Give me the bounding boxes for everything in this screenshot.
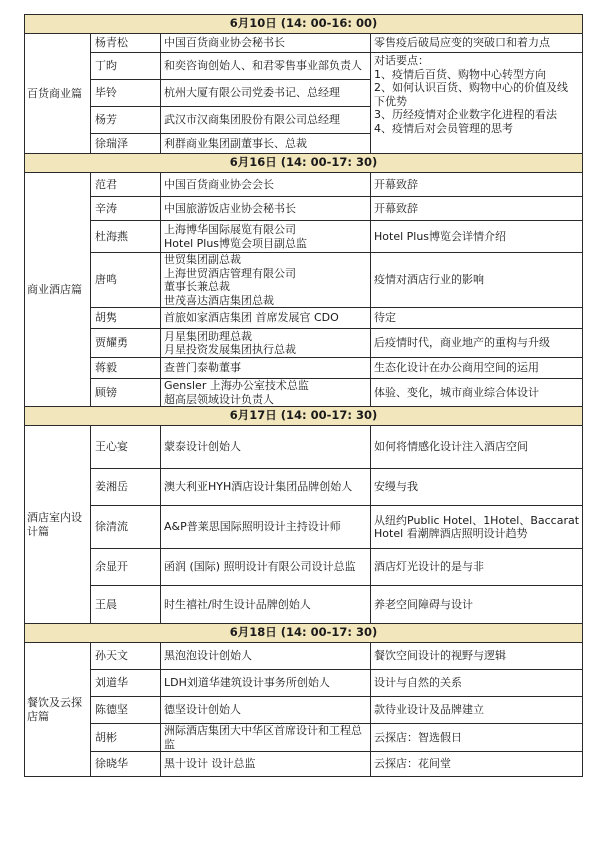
speaker-row	[25, 358, 583, 379]
speech-topic	[371, 253, 583, 308]
text-line: 云探店：花间堂	[374, 757, 451, 771]
section-title: 酒店室内设计篇	[25, 426, 91, 624]
speech-topic	[371, 173, 583, 197]
text-line: 疫情对酒店行业的影响	[374, 273, 484, 287]
speech-topic	[371, 724, 583, 752]
text-line: 4、疫情后对会员管理的思考	[374, 121, 513, 135]
text-line: 后疫情时代，商业地产的重构与升级	[374, 336, 550, 350]
speaker-title	[161, 308, 371, 329]
speaker-name: 王晨	[91, 586, 161, 624]
speaker-name: 徐晓华	[91, 752, 161, 777]
speech-topic	[371, 197, 583, 221]
speech-topic	[371, 308, 583, 329]
speaker-row	[25, 221, 583, 253]
speech-topic	[371, 752, 583, 777]
speaker-title	[161, 469, 371, 506]
text-line: 中国百货商业协会会长	[164, 177, 274, 191]
speaker-name: 唐鸣	[91, 253, 161, 308]
speaker-name: 杜海燕	[91, 221, 161, 253]
text-line: 蒙泰设计创始人	[164, 440, 241, 454]
speaker-row	[25, 379, 583, 407]
speaker-name: 徐瑞泽	[91, 134, 161, 154]
speaker-row	[25, 197, 583, 221]
speaker-title	[161, 426, 371, 469]
speaker-name: 丁昀	[91, 53, 161, 80]
speaker-title	[161, 53, 371, 80]
speaker-title	[161, 670, 371, 697]
text-line: 1、疫情后百货、购物中心转型方向	[374, 67, 546, 81]
text-line: 3、历经疫情对企业数字化进程的看法	[374, 108, 557, 121]
text-line: 下优势	[374, 94, 407, 108]
text-line: 云探店：智选假日	[374, 730, 462, 744]
speech-topic	[371, 643, 583, 670]
day-header: 6月10日 (14: 00-16: 00)	[25, 15, 583, 34]
text-line: Hotel 看潮牌酒店照明设计趋势	[374, 527, 528, 540]
speaker-name: 胡彬	[91, 724, 161, 752]
text-line: 零售疫后破局应变的突破口和着力点	[374, 36, 550, 50]
speaker-name: 范君	[91, 173, 161, 197]
speaker-row	[25, 586, 583, 624]
speaker-title	[161, 34, 371, 53]
speaker-row	[25, 752, 583, 777]
text-line: 上海世贸酒店管理有限公司	[164, 266, 296, 280]
text-line: 生态化设计在办公商用空间的运用	[374, 361, 539, 375]
speech-topic	[371, 670, 583, 697]
speaker-name: 毕铃	[91, 80, 161, 107]
speaker-title	[161, 752, 371, 777]
speaker-title	[161, 329, 371, 358]
text-line: 函润 (国际) 照明设计有限公司设计总监	[164, 560, 356, 574]
text-line: 待定	[374, 311, 396, 325]
schedule-table	[24, 14, 583, 777]
speaker-title	[161, 134, 371, 154]
text-line: 酒店灯光设计的是与非	[374, 560, 484, 574]
speaker-row	[25, 670, 583, 697]
speaker-title	[161, 358, 371, 379]
text-line: 从纽约Public Hotel、1Hotel、Baccarat	[374, 513, 580, 527]
day-header: 6月17日 (14: 00-17: 30)	[25, 407, 583, 426]
text-line: 监	[164, 737, 175, 751]
text-line: 餐饮空间设计的视野与逻辑	[374, 649, 506, 663]
speaker-row	[25, 308, 583, 329]
speech-topic	[371, 329, 583, 358]
speaker-row	[25, 53, 583, 80]
speaker-row	[25, 253, 583, 308]
speaker-row	[25, 506, 583, 549]
speaker-row	[25, 643, 583, 670]
speaker-title	[161, 173, 371, 197]
text-line: 安缦与我	[374, 480, 418, 494]
speaker-name: 杨青松	[91, 34, 161, 53]
text-line: 设计与自然的关系	[374, 676, 462, 690]
speaker-row	[25, 173, 583, 197]
speaker-name: 徐清流	[91, 506, 161, 549]
speaker-name: 胡隽	[91, 308, 161, 329]
text-line: 世贸集团副总裁	[164, 253, 241, 266]
speech-topic	[371, 697, 583, 724]
text-line: 黑十设计 设计总监	[164, 757, 256, 771]
day-header: 6月16日 (14: 00-17: 30)	[25, 154, 583, 173]
text-line: 时生禧社/时生设计品牌创始人	[164, 597, 311, 611]
speaker-name: 孙天文	[91, 643, 161, 670]
speech-topic	[371, 34, 583, 53]
speaker-name: 顾镑	[91, 379, 161, 407]
speaker-row	[25, 469, 583, 506]
text-line: 利群商业集团副董事长、总裁	[164, 136, 307, 150]
speaker-title	[161, 586, 371, 624]
text-line: 董事长兼总裁	[164, 280, 230, 293]
speaker-name: 陈德坚	[91, 697, 161, 724]
speaker-title	[161, 197, 371, 221]
text-line: 首旅如家酒店集团 首席发展官 CDO	[164, 311, 339, 325]
speech-topic	[371, 586, 583, 624]
speaker-row	[25, 724, 583, 752]
speaker-row	[25, 34, 583, 53]
speaker-row	[25, 329, 583, 358]
text-line: A&P普莱思国际照明设计主持设计师	[164, 520, 341, 534]
text-line: 上海博华国际展览有限公司	[164, 223, 296, 236]
speaker-name: 蒋毅	[91, 358, 161, 379]
speech-topic	[371, 221, 583, 253]
text-line: 体验、变化，城市商业综合体设计	[374, 385, 539, 399]
speaker-name: 辛涛	[91, 197, 161, 221]
text-line: 养老空间障碍与设计	[374, 597, 473, 611]
speech-topic	[371, 426, 583, 469]
section-title: 餐饮及云探店篇	[25, 643, 91, 777]
text-line: 澳大利亚HYH酒店设计集团品牌创始人	[164, 480, 353, 494]
speech-topic	[371, 379, 583, 407]
text-line: Hotel Plus博览会详情介绍	[374, 229, 507, 243]
speaker-title	[161, 80, 371, 107]
speech-topic	[371, 506, 583, 549]
speaker-row	[25, 697, 583, 724]
speaker-title	[161, 724, 371, 752]
text-line: Hotel Plus博览会项目副总监	[164, 236, 308, 250]
text-line: 开幕致辞	[374, 201, 418, 215]
speech-topic	[371, 469, 583, 506]
speaker-name: 姜湘岳	[91, 469, 161, 506]
text-line: Gensler 上海办公室技术总监	[164, 379, 309, 392]
speaker-title	[161, 221, 371, 253]
text-line: LDH刘道华建筑设计事务所创始人	[164, 676, 330, 690]
text-line: 如何将情感化设计注入酒店空间	[374, 440, 528, 454]
text-line: 款待业设计及品牌建立	[374, 703, 484, 717]
text-line: 武汉市汉商集团股份有限公司总经理	[164, 113, 340, 127]
speaker-name: 余显开	[91, 549, 161, 586]
speaker-title	[161, 549, 371, 586]
speaker-title	[161, 506, 371, 549]
text-line: 德坚设计创始人	[164, 703, 241, 717]
text-line: 杭州大厦有限公司党委书记、总经理	[164, 86, 340, 100]
speaker-title	[161, 697, 371, 724]
text-line: 查普门泰勒董事	[164, 361, 241, 375]
text-line: 黑泡泡设计创始人	[164, 649, 252, 663]
speaker-title	[161, 643, 371, 670]
text-line: 世茂喜达酒店集团总裁	[164, 293, 274, 307]
dialogue-topics	[371, 53, 583, 154]
speaker-row	[25, 549, 583, 586]
text-line: 中国旅游饭店业协会秘书长	[164, 201, 296, 215]
text-line: 洲际酒店集团大中华区首席设计和工程总	[164, 724, 362, 737]
speaker-name: 杨芳	[91, 107, 161, 134]
section-title: 商业酒店篇	[25, 173, 91, 407]
speaker-row	[25, 426, 583, 469]
speech-topic	[371, 549, 583, 586]
text-line: 超高层领域设计负责人	[164, 392, 274, 406]
text-line: 中国百货商业协会秘书长	[164, 36, 285, 50]
text-line: 月星投资发展集团执行总裁	[164, 343, 296, 356]
speaker-name: 刘道华	[91, 670, 161, 697]
text-line: 对话要点：	[374, 54, 429, 67]
text-line: 开幕致辞	[374, 177, 418, 191]
speaker-name: 贾耀勇	[91, 329, 161, 358]
section-title: 百货商业篇	[25, 34, 91, 154]
day-header: 6月18日 (14: 00-17: 30)	[25, 624, 583, 643]
speech-topic	[371, 358, 583, 379]
text-line: 月星集团助理总裁	[164, 329, 252, 343]
speaker-name: 王心宴	[91, 426, 161, 469]
text-line: 和奕咨询创始人、和君零售事业部负责人	[164, 59, 362, 73]
speaker-title	[161, 107, 371, 134]
speaker-title	[161, 253, 371, 308]
speaker-title	[161, 379, 371, 407]
text-line: 2、如何认识百货、购物中心的价值及线	[374, 81, 568, 94]
